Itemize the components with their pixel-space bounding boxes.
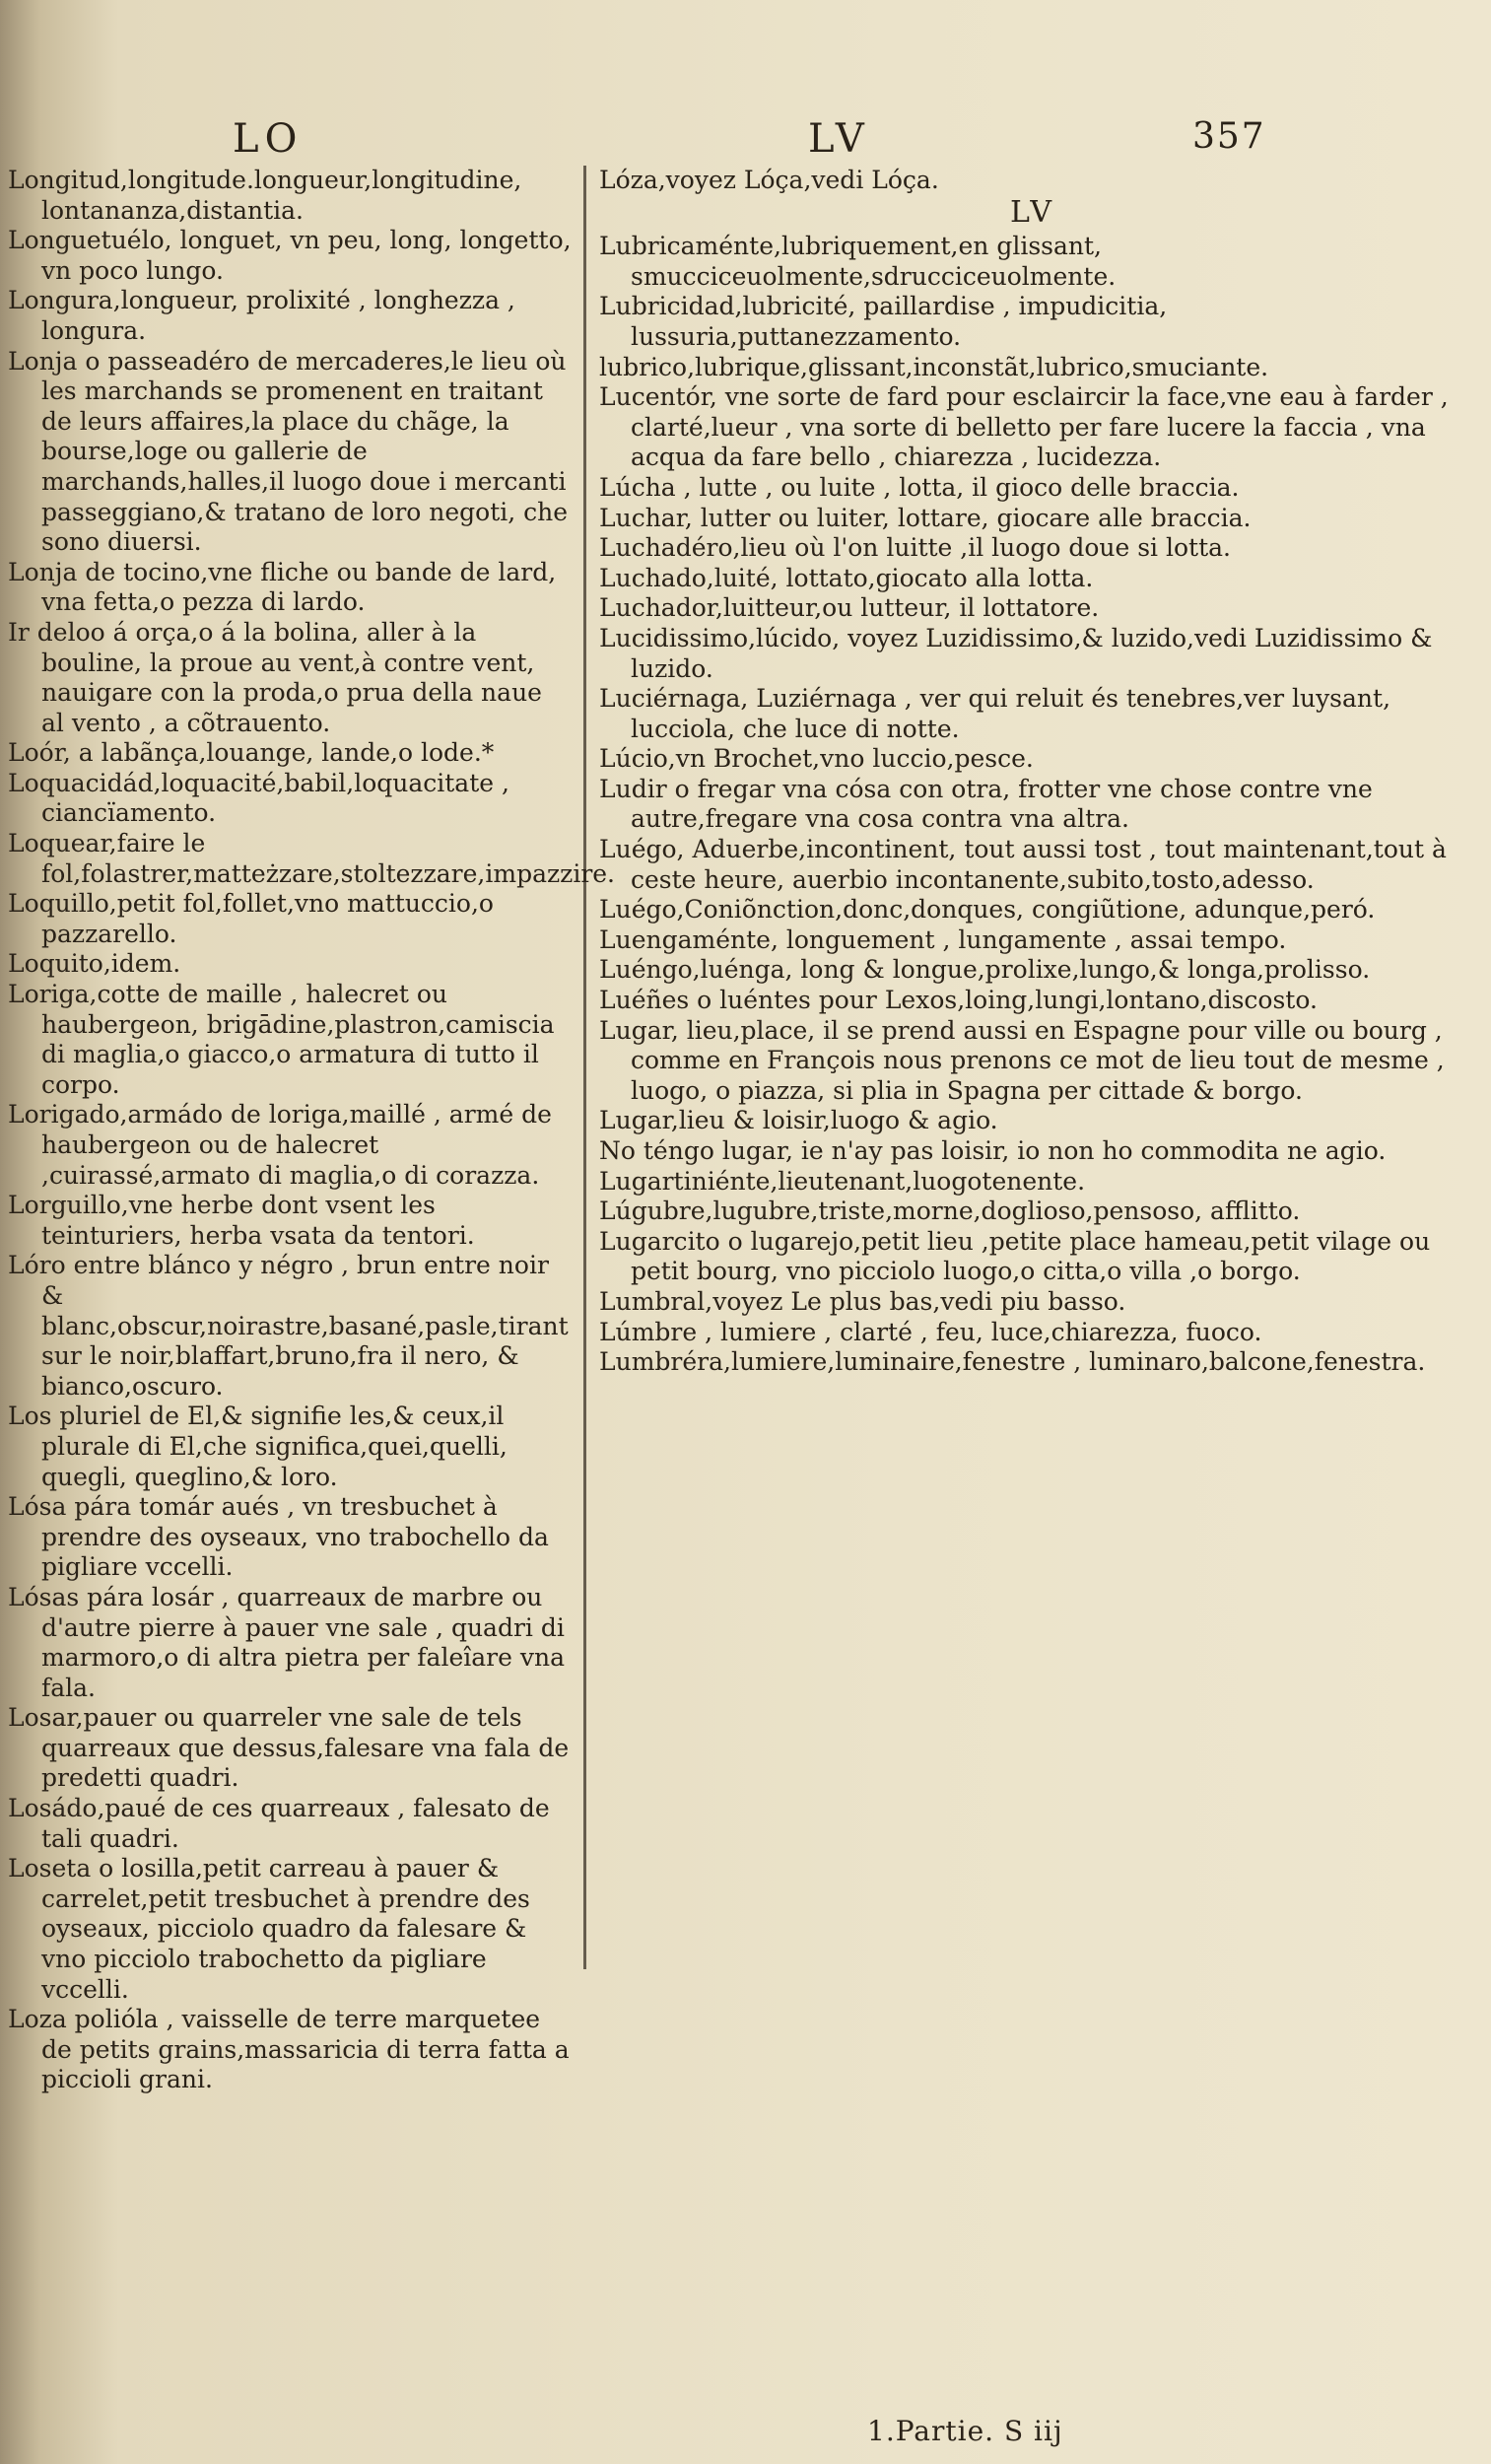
column-divider	[583, 166, 586, 1969]
dictionary-entry: No téngo lugar, ie n'ay pas loisir, io non ho commodita ne agio.	[599, 1136, 1387, 1165]
dictionary-entry: Lósa pára tomár aués , vn tresbuchet à prendre des oyseaux, vno trabochello da pigliare vccelli.	[8, 1492, 549, 1582]
dictionary-entry: Loza polióla , vaisselle de terre marquetee de petits grains,massaricia di terra fatta a piccioli grani.	[8, 2005, 570, 2094]
dictionary-entry: Loquillo,petit fol,follet,vno mattuccio,o pazzarello.	[8, 889, 494, 948]
dictionary-entry: Loór, a labãnça,louange, lande,o lode.*	[8, 738, 495, 768]
dictionary-entry: Lonja o passeadéro de mercaderes,le lieu où les marchands se promenent en traitant de leurs affaires,la place du chãge, la bourse,loge ou gallerie de marchands,halles,il luogo doue i mercanti passeggiano,& tratano de loro negoti, che sono diuersi.	[8, 346, 569, 557]
dictionary-entry: Loquito,idem.	[8, 949, 181, 979]
dictionary-entry: lubrico,lubrique,glissant,inconstãt,lubrico,smuciante.	[599, 352, 1269, 381]
dictionary-entry: Luchado,luité, lottato,giocato alla lotta.	[599, 563, 1094, 592]
dictionary-entry: Loseta o losilla,petit carreau à pauer & carrelet,petit tresbuchet à prendre des oyseaux, picciolo quadro da falesare & vno picciolo trabochetto da pigliare vccelli.	[8, 1854, 530, 2004]
dictionary-entry: Lumbral,voyez Le plus bas,vedi piu basso.	[599, 1286, 1126, 1316]
dictionary-entry: Longitud,longitude.longueur,longitudine, lontananza,distantia.	[8, 166, 522, 225]
dictionary-entry: Ir deloo á orça,o á la bolina, aller à la bouline, la proue au vent,à contre vent, nauigare con la proda,o prua della naue al vento , a cõtrauento.	[8, 617, 542, 737]
dictionary-entry: Lósas pára losár , quarreaux de marbre ou d'autre pierre à pauer vne sale , quadri di marmoro,o di altra pietra per faleîare vna fala.	[8, 1582, 565, 1702]
dictionary-entry: Luéñes o luéntes pour Lexos,loing,lungi,lontano,discosto.	[599, 986, 1318, 1015]
dictionary-entry: Los pluriel de El,& signifie les,& ceux,il plurale di El,che significa,quei,quelli, quegli, queglino,& loro.	[8, 1402, 508, 1491]
dictionary-entry: Lóza,voyez Lóça,vedi Lóça.	[599, 166, 939, 194]
dictionary-entry: Luchar, lutter ou luiter, lottare, giocare alle braccia.	[599, 503, 1252, 532]
dictionary-entry: Lúcha , lutte , ou luite , lotta, il gioco delle braccia.	[599, 472, 1240, 502]
dictionary-entry: Lucentór, vne sorte de fard pour esclaircir la face,vne eau à farder , clarté,lueur , vna sorte di belletto per fare lucere la faccia , vna acqua da fare bello , chiarezza , lucidezza.	[599, 382, 1449, 472]
dictionary-entry: Luchador,luitteur,ou lutteur, il lottatore.	[599, 593, 1100, 623]
dictionary-entry: Luéngo,luénga, long & longue,prolixe,lungo,& longa,prolisso.	[599, 955, 1371, 985]
dictionary-entry: Luégo,Coniõnction,donc,donques, congiũtione, adunque,peró.	[599, 895, 1376, 924]
dictionary-entry: Losar,pauer ou quarreler vne sale de tels quarreaux que dessus,falesare vna fala de predetti quadri.	[8, 1703, 570, 1793]
dictionary-entry: Lugar,lieu & loisir,luogo & agio.	[599, 1106, 998, 1135]
dictionary-entry: Lúgubre,lugubre,triste,morne,doglioso,pensoso, afflitto.	[599, 1197, 1301, 1226]
dictionary-entry: Longura,longueur, prolixité , longhezza , longura.	[8, 286, 515, 345]
dictionary-entry: Luchadéro,lieu où l'on luitte ,il luogo doue si lotta.	[599, 533, 1231, 563]
dictionary-entry: Lumbréra,lumiere,luminaire,fenestre , luminaro,balcone,fenestra.	[599, 1347, 1426, 1377]
left-column	[8, 166, 616, 2095]
dictionary-entry: Lugartiniénte,lieutenant,luogotenente.	[599, 1166, 1086, 1196]
page-number: 357	[1192, 116, 1266, 157]
right-column	[599, 166, 1466, 1378]
dictionary-entry: Longuetuélo, longuet, vn peu, long, longetto, vn poco lungo.	[8, 226, 572, 285]
section-subheading: LV	[1009, 194, 1056, 230]
dictionary-entry: Lubricidad,lubricité, paillardise , impudicitia, lussuria,puttanezzamento.	[599, 292, 1168, 351]
signature-mark: 1.Partie. S iij	[867, 2415, 1063, 2447]
dictionary-entry: Luégo, Aduerbe,incontinent, tout aussi tost , tout maintenant,tout à ceste heure, auerbio incontanente,subito,tosto,adesso.	[599, 835, 1447, 894]
dictionary-entry: Loquacidád,loquacité,babil,loquacitate , ciancïamento.	[8, 768, 509, 828]
dictionary-entry: Lorguillo,vne herbe dont vsent les teinturiers, herba vsata da tentori.	[8, 1191, 475, 1250]
dictionary-entry: Lucidissimo,lúcido, voyez Luzidissimo,& luzido,vedi Luzidissimo & luzido.	[599, 623, 1433, 683]
dictionary-entry: Lúcio,vn Brochet,vno luccio,pesce.	[599, 744, 1034, 774]
header-left: LO	[233, 116, 304, 162]
dictionary-entry: Lonja de tocino,vne fliche ou bande de lard, vna fetta,o pezza di lardo.	[8, 557, 557, 617]
dictionary-entry: Lorigado,armádo de loriga,maillé , armé de haubergeon ou de halecret ,cuirassé,armato di maglia,o di corazza.	[8, 1100, 552, 1190]
dictionary-entry: Lugarcito o lugarejo,petit lieu ,petite place hameau,petit vilage ou petit bourg, vno picciolo luogo,o citta,o villa ,o borgo.	[599, 1226, 1431, 1286]
dictionary-entry: Luciérnaga, Luziérnaga , ver qui reluit és tenebres,ver luysant, lucciola, che luce di notte.	[599, 684, 1391, 743]
dictionary-entry: Losádo,paué de ces quarreaux , falesato de tali quadri.	[8, 1794, 550, 1853]
dictionary-entry: Loquear,faire le fol,folastrer,matteżzare,stoltezzare,impazzire.	[8, 829, 616, 888]
dictionary-entry: Loriga,cotte de maille , halecret ou haubergeon, brigādine,plastron,camiscia di maglia,o giacco,o armatura di tutto il corpo.	[8, 980, 555, 1099]
dictionary-entry: Lubricaménte,lubriquement,en glissant, smucciceuolmente,sdrucciceuolmente.	[599, 232, 1117, 291]
dictionary-entry: Ludir o fregar vna cósa con otra, frotter vne chose contre vne autre,fregare vna cosa contra vna altra.	[599, 774, 1373, 834]
dictionary-entry: Luengaménte, longuement , lungamente , assai tempo.	[599, 924, 1287, 954]
header-center: LV	[808, 116, 870, 162]
dictionary-entry: Lugar, lieu,place, il se prend aussi en Espagne pour ville ou bourg , comme en François nous prenons ce mot de lieu tout de mesme , luogo, o piazza, si plia in Spagna per cittade & borgo.	[599, 1015, 1445, 1105]
dictionary-entry: Lúmbre , lumiere , clarté , feu, luce,chiarezza, fuoco.	[599, 1317, 1262, 1346]
dictionary-entry: Lóro entre blánco y négro , brun entre noir & blanc,obscur,noirastre,basané,pasle,tirant sur le noir,blaffart,bruno,fra il nero, & bianco,oscuro.	[8, 1251, 569, 1401]
